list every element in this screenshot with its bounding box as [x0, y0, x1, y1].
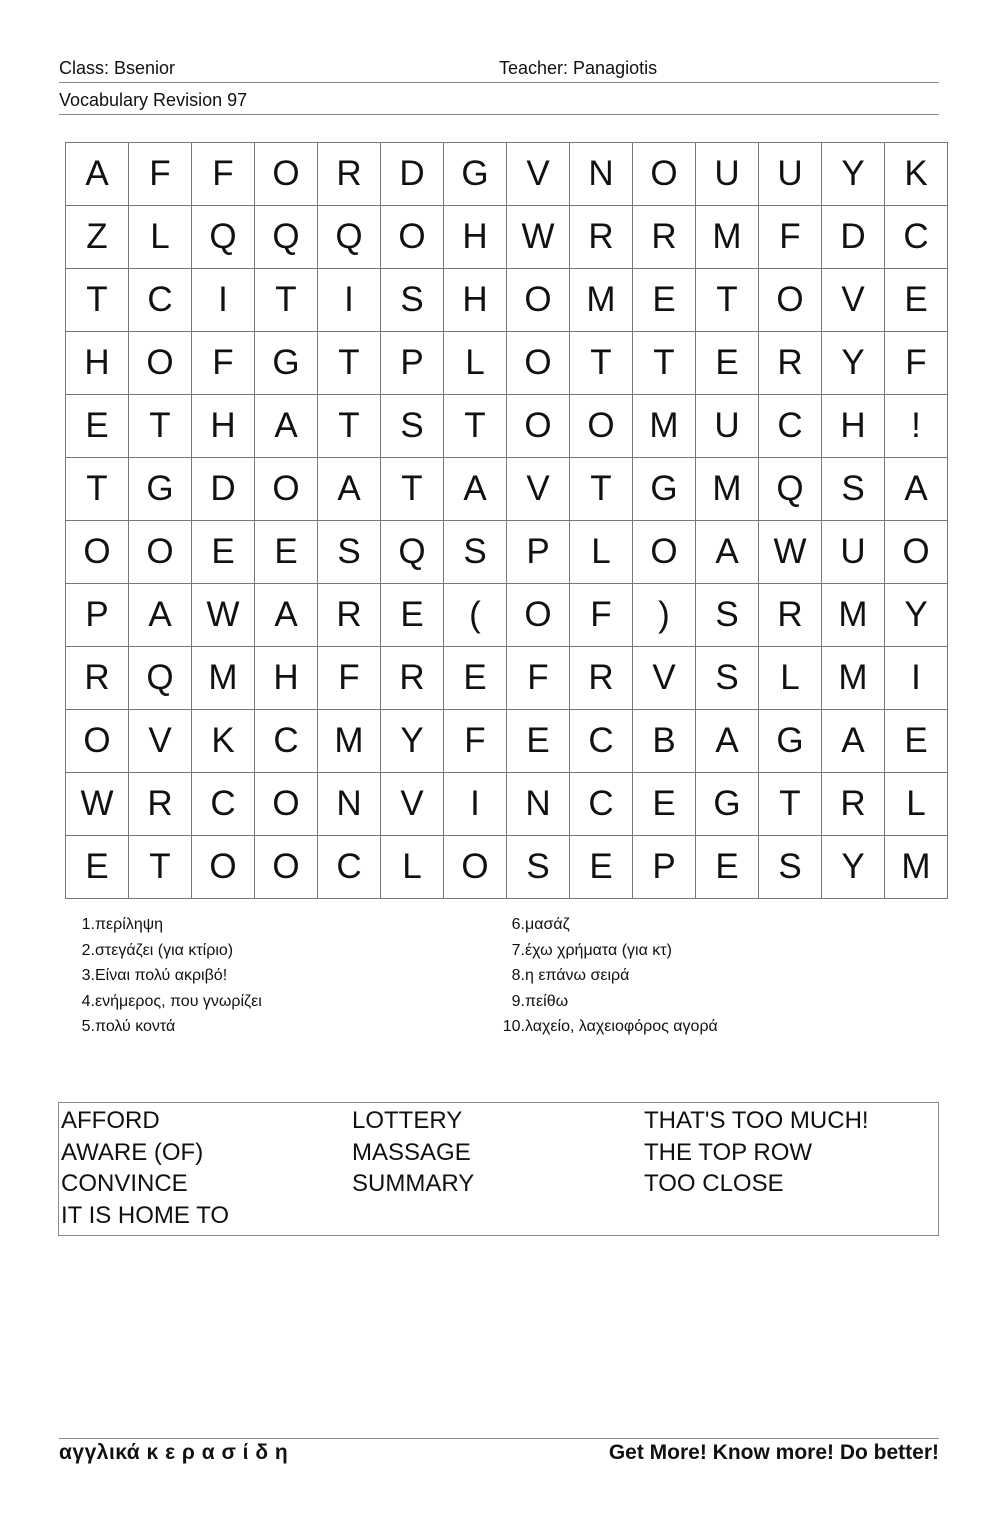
clue-text: πείθω [525, 992, 569, 1010]
grid-cell[interactable]: C [885, 206, 948, 269]
grid-cell[interactable]: Y [381, 710, 444, 773]
grid-cell[interactable]: E [255, 521, 318, 584]
clue-item [499, 963, 919, 989]
grid-cell[interactable]: T [570, 332, 633, 395]
word-bank-item: AWARE (OF) [61, 1138, 204, 1166]
grid-cell[interactable]: G [444, 143, 507, 206]
grid-cell[interactable]: O [255, 143, 318, 206]
grid-cell[interactable]: H [66, 332, 129, 395]
grid-cell[interactable]: O [255, 458, 318, 521]
grid-cell[interactable]: Y [822, 836, 885, 899]
grid-row [66, 458, 948, 521]
word-bank-item: MASSAGE [352, 1138, 471, 1166]
grid-cell[interactable]: O [507, 332, 570, 395]
grid-cell[interactable]: Q [318, 206, 381, 269]
grid-cell[interactable]: F [759, 206, 822, 269]
grid-cell[interactable]: L [759, 647, 822, 710]
grid-cell[interactable]: P [507, 521, 570, 584]
grid-cell[interactable]: Q [381, 521, 444, 584]
grid-cell[interactable]: E [633, 773, 696, 836]
word-bank-item: THAT'S TOO MUCH! [644, 1107, 869, 1134]
grid-cell[interactable]: C [570, 773, 633, 836]
clue-number: 8. [511, 967, 525, 985]
grid-cell[interactable]: G [255, 332, 318, 395]
grid-cell[interactable]: S [444, 521, 507, 584]
grid-row [66, 521, 948, 584]
grid-cell[interactable]: W [66, 773, 129, 836]
grid-cell[interactable]: H [192, 395, 255, 458]
grid-cell[interactable]: D [822, 206, 885, 269]
grid-cell[interactable]: I [192, 269, 255, 332]
grid-cell[interactable]: A [255, 395, 318, 458]
grid-cell[interactable]: O [129, 521, 192, 584]
grid-cell[interactable]: M [822, 647, 885, 710]
grid-cell[interactable]: F [192, 332, 255, 395]
grid-cell[interactable]: P [381, 332, 444, 395]
grid-cell[interactable]: W [192, 584, 255, 647]
clue-text: στεγάζει (για κτίριο) [95, 941, 234, 959]
grid-cell[interactable]: T [696, 269, 759, 332]
grid-cell[interactable]: A [822, 710, 885, 773]
word-bank-item: IT IS HOME TO [61, 1202, 230, 1230]
grid-cell[interactable]: I [444, 773, 507, 836]
grid-cell[interactable]: T [129, 836, 192, 899]
grid-cell[interactable]: V [822, 269, 885, 332]
grid-cell[interactable]: E [696, 836, 759, 899]
grid-cell[interactable]: F [570, 584, 633, 647]
grid-cell[interactable]: O [507, 584, 570, 647]
word-bank-item: LOTTERY [352, 1107, 463, 1134]
grid-cell[interactable]: S [696, 647, 759, 710]
grid-cell[interactable]: O [885, 521, 948, 584]
word-bank-column [352, 1105, 474, 1200]
clue-item [499, 912, 919, 938]
grid-cell[interactable]: F [318, 647, 381, 710]
grid-cell[interactable]: F [192, 143, 255, 206]
footer-slogan: Get More! Know more! Do better! [608, 1441, 939, 1464]
grid-cell[interactable]: A [255, 584, 318, 647]
grid-cell[interactable]: F [507, 647, 570, 710]
clue-number: 3. [81, 967, 95, 985]
grid-cell[interactable]: I [318, 269, 381, 332]
grid-cell[interactable]: A [444, 458, 507, 521]
grid-cell[interactable]: P [66, 584, 129, 647]
word-bank-item: THE TOP ROW [644, 1138, 813, 1166]
grid-cell[interactable]: T [318, 332, 381, 395]
clue-number: 6. [511, 916, 525, 933]
grid-cell[interactable]: G [129, 458, 192, 521]
grid-cell[interactable]: T [759, 773, 822, 836]
clue-text: ενήμερος, που γνωρίζει [95, 992, 262, 1010]
grid-cell[interactable]: M [696, 206, 759, 269]
grid-cell[interactable]: ! [885, 395, 948, 458]
grid-cell[interactable]: ) [633, 584, 696, 647]
grid-cell[interactable]: W [759, 521, 822, 584]
grid-cell[interactable]: E [633, 269, 696, 332]
grid-cell[interactable]: H [444, 269, 507, 332]
grid-cell[interactable]: S [822, 458, 885, 521]
clue-number: 2. [81, 941, 95, 959]
grid-cell[interactable]: F [885, 332, 948, 395]
grid-cell[interactable]: W [507, 206, 570, 269]
grid-cell[interactable]: H [444, 206, 507, 269]
grid-cell[interactable]: V [507, 143, 570, 206]
grid-cell[interactable]: S [759, 836, 822, 899]
grid-row [66, 143, 948, 206]
grid-cell[interactable]: C [759, 395, 822, 458]
footer-brand: αγγλικά κ ε ρ α σ ί δ η [59, 1441, 289, 1464]
grid-cell[interactable]: O [507, 395, 570, 458]
grid-cell[interactable]: A [129, 584, 192, 647]
grid-cell[interactable]: Y [822, 143, 885, 206]
grid-cell[interactable]: R [318, 143, 381, 206]
clue-text: μασάζ [525, 916, 570, 933]
clue-number: 1. [81, 916, 95, 933]
grid-cell[interactable]: R [129, 773, 192, 836]
grid-cell[interactable]: S [696, 584, 759, 647]
grid-cell[interactable]: F [444, 710, 507, 773]
grid-cell[interactable]: T [66, 458, 129, 521]
grid-cell[interactable]: U [696, 395, 759, 458]
grid-cell[interactable]: I [885, 647, 948, 710]
header-row-title [59, 90, 939, 115]
grid-cell[interactable]: T [381, 458, 444, 521]
grid-cell[interactable]: S [507, 836, 570, 899]
grid-cell[interactable]: O [759, 269, 822, 332]
word-bank-column [644, 1105, 869, 1200]
grid-cell[interactable]: O [633, 521, 696, 584]
grid-cell[interactable]: A [66, 143, 129, 206]
grid-cell[interactable]: S [381, 269, 444, 332]
grid-cell[interactable]: L [444, 332, 507, 395]
grid-cell[interactable]: O [381, 206, 444, 269]
header-row-class-teacher [59, 58, 939, 83]
grid-cell[interactable]: C [255, 710, 318, 773]
grid-cell[interactable]: T [129, 395, 192, 458]
grid-cell[interactable]: C [570, 710, 633, 773]
grid-cell[interactable]: N [570, 143, 633, 206]
grid-cell[interactable]: A [696, 710, 759, 773]
clue-text: έχω χρήματα (για κτ) [525, 941, 672, 959]
grid-cell[interactable]: O [507, 269, 570, 332]
word-bank-item: SUMMARY [352, 1170, 475, 1198]
class-label: Class: Bsenior [59, 58, 176, 78]
grid-cell[interactable]: V [633, 647, 696, 710]
grid-cell[interactable]: O [570, 395, 633, 458]
grid-cell[interactable]: E [885, 269, 948, 332]
grid-cell[interactable]: L [381, 836, 444, 899]
grid-cell[interactable]: G [633, 458, 696, 521]
grid-cell[interactable]: O [66, 521, 129, 584]
word-bank-item: AFFORD [61, 1107, 160, 1134]
grid-cell[interactable]: L [570, 521, 633, 584]
word-search-grid [65, 142, 948, 899]
grid-cell[interactable]: D [381, 143, 444, 206]
grid-row [66, 710, 948, 773]
grid-cell[interactable]: O [633, 143, 696, 206]
grid-cell[interactable]: O [255, 773, 318, 836]
grid-cell[interactable]: S [381, 395, 444, 458]
grid-cell[interactable]: E [66, 836, 129, 899]
grid-cell[interactable]: L [129, 206, 192, 269]
clue-item [499, 938, 919, 964]
grid-cell[interactable]: Y [822, 332, 885, 395]
grid-cell[interactable]: V [129, 710, 192, 773]
grid-cell[interactable]: T [255, 269, 318, 332]
grid-cell[interactable]: O [255, 836, 318, 899]
clue-list-left [69, 912, 489, 1040]
grid-cell[interactable]: F [129, 143, 192, 206]
grid-row [66, 836, 948, 899]
grid-cell[interactable]: T [318, 395, 381, 458]
clue-item [499, 1014, 919, 1040]
grid-cell[interactable]: M [822, 584, 885, 647]
grid-cell[interactable]: E [444, 647, 507, 710]
grid-cell[interactable]: V [507, 458, 570, 521]
clue-item [69, 912, 489, 938]
grid-cell[interactable]: E [696, 332, 759, 395]
grid-cell[interactable]: Q [759, 458, 822, 521]
clue-item [69, 989, 489, 1015]
grid-cell[interactable]: M [570, 269, 633, 332]
grid-cell[interactable]: O [444, 836, 507, 899]
grid-cell[interactable]: C [129, 269, 192, 332]
clue-item [69, 1014, 489, 1040]
grid-cell[interactable]: C [192, 773, 255, 836]
grid-row [66, 584, 948, 647]
grid-cell[interactable]: E [885, 710, 948, 773]
clue-item [499, 989, 919, 1015]
word-bank-item: TOO CLOSE [644, 1170, 784, 1198]
grid-cell[interactable]: R [633, 206, 696, 269]
grid-row [66, 773, 948, 836]
clue-text: Είναι πολύ ακριβό! [95, 967, 228, 985]
clue-text: λαχείο, λαχειοφόρος αγορά [525, 1018, 718, 1036]
grid-cell[interactable]: R [822, 773, 885, 836]
grid-cell[interactable]: U [822, 521, 885, 584]
grid-cell[interactable]: H [822, 395, 885, 458]
grid-cell[interactable]: E [570, 836, 633, 899]
grid-cell[interactable]: H [255, 647, 318, 710]
word-bank-item: CONVINCE [61, 1170, 188, 1198]
grid-cell[interactable]: N [507, 773, 570, 836]
grid-cell[interactable]: R [381, 647, 444, 710]
grid-cell[interactable]: R [318, 584, 381, 647]
grid-cell[interactable]: K [885, 143, 948, 206]
grid-cell[interactable]: R [759, 584, 822, 647]
grid-cell[interactable]: M [318, 710, 381, 773]
grid-cell[interactable]: Y [885, 584, 948, 647]
grid-cell[interactable]: M [885, 836, 948, 899]
grid-cell[interactable]: R [759, 332, 822, 395]
worksheet-title: Vocabulary Revision 97 [59, 90, 248, 110]
grid-cell[interactable]: M [192, 647, 255, 710]
grid-row [66, 332, 948, 395]
grid-row [66, 647, 948, 710]
grid-cell[interactable]: M [696, 458, 759, 521]
grid-cell[interactable]: O [129, 332, 192, 395]
clue-number: 9. [511, 992, 525, 1010]
grid-cell[interactable]: D [192, 458, 255, 521]
grid-cell[interactable]: T [66, 269, 129, 332]
clue-text: πολύ κοντά [95, 1018, 176, 1036]
grid-cell[interactable]: V [381, 773, 444, 836]
clue-number: 5. [81, 1018, 95, 1036]
grid-cell[interactable]: A [696, 521, 759, 584]
grid-cell[interactable]: R [66, 647, 129, 710]
grid-cell[interactable]: P [633, 836, 696, 899]
grid-cell[interactable]: O [192, 836, 255, 899]
word-bank-column [61, 1105, 229, 1232]
grid-row [66, 395, 948, 458]
grid-row [66, 206, 948, 269]
clue-list-right [499, 912, 919, 1040]
clue-number: 10. [502, 1018, 525, 1036]
word-bank [58, 1102, 939, 1236]
grid-cell[interactable]: ( [444, 584, 507, 647]
grid-cell[interactable]: R [570, 647, 633, 710]
grid-cell[interactable]: T [570, 458, 633, 521]
grid-cell[interactable]: G [759, 710, 822, 773]
grid-cell[interactable]: E [381, 584, 444, 647]
grid-cell[interactable]: R [570, 206, 633, 269]
grid-cell[interactable]: K [192, 710, 255, 773]
grid-cell[interactable]: L [885, 773, 948, 836]
clue-item [69, 963, 489, 989]
clue-number: 7. [511, 941, 525, 959]
grid-cell[interactable]: E [66, 395, 129, 458]
grid-cell[interactable]: Q [129, 647, 192, 710]
teacher-label: Teacher: Panagiotis [499, 58, 658, 78]
grid-cell[interactable]: U [696, 143, 759, 206]
grid-cell[interactable]: E [507, 710, 570, 773]
grid-cell[interactable]: B [633, 710, 696, 773]
grid-cell[interactable]: S [318, 521, 381, 584]
grid-cell[interactable]: M [633, 395, 696, 458]
grid-cell[interactable]: T [444, 395, 507, 458]
grid-cell[interactable]: Z [66, 206, 129, 269]
grid-cell[interactable]: O [66, 710, 129, 773]
grid-cell[interactable]: C [318, 836, 381, 899]
footer [59, 1438, 939, 1479]
grid-cell[interactable]: N [318, 773, 381, 836]
grid-row [66, 269, 948, 332]
clue-text: περίληψη [95, 916, 164, 933]
clue-item [69, 938, 489, 964]
grid-cell[interactable]: A [318, 458, 381, 521]
clue-number: 4. [81, 992, 95, 1010]
grid-cell[interactable]: Q [255, 206, 318, 269]
grid-cell[interactable]: Q [192, 206, 255, 269]
grid-cell[interactable]: U [759, 143, 822, 206]
clue-text: η επάνω σειρά [525, 967, 630, 985]
grid-cell[interactable]: A [885, 458, 948, 521]
grid-cell[interactable]: T [633, 332, 696, 395]
grid-cell[interactable]: E [192, 521, 255, 584]
grid-cell[interactable]: G [696, 773, 759, 836]
